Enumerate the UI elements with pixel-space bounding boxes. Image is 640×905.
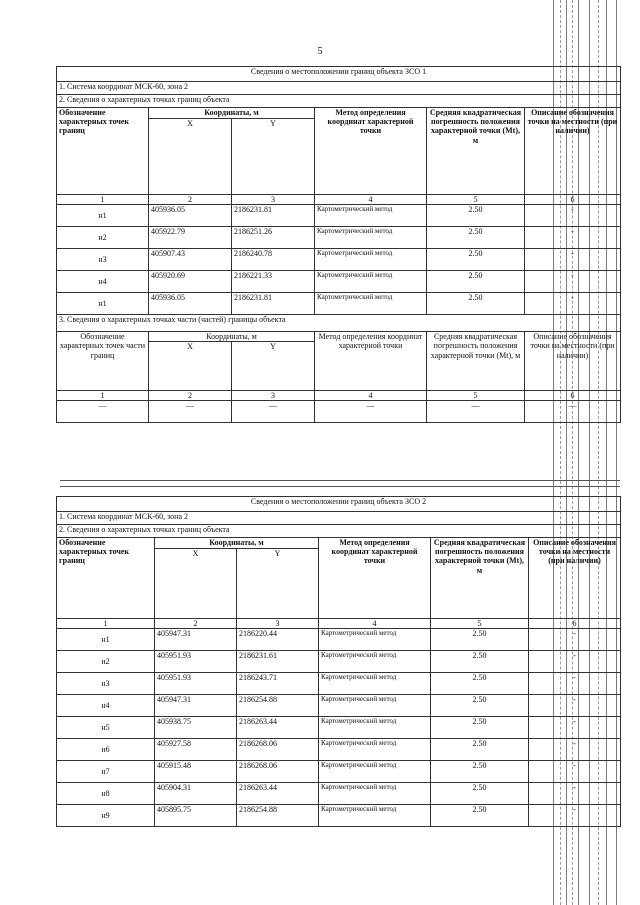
method-value: Картометрический метод: [319, 695, 431, 717]
part-desc-value: —: [525, 401, 621, 423]
y-value: 2186231.81: [232, 205, 315, 227]
x-value: 405907.43: [149, 249, 232, 271]
header-coordinates: Координаты, м: [155, 538, 319, 549]
col-number: 4: [319, 619, 431, 629]
part-x-value: —: [149, 401, 232, 423]
header-x: X: [149, 119, 232, 195]
point-name: н1: [57, 293, 149, 315]
header-accuracy: Средняя квадратическая погрешность положения характерной точки (Mt), м: [431, 538, 529, 619]
mt-value: 2.50: [431, 805, 529, 827]
mt-value: 2.50: [427, 271, 525, 293]
y-value: 2186254.88: [237, 805, 319, 827]
point-name: н7: [57, 761, 155, 783]
mt-value: 2.50: [431, 629, 529, 651]
mt-value: 2.50: [427, 227, 525, 249]
mt-value: 2.50: [427, 205, 525, 227]
table-row: [57, 205, 621, 227]
y-value: 2186243.71: [237, 673, 319, 695]
parts-header-description: Описание обозначения точки на местности (при наличии): [525, 332, 621, 391]
point-name: н5: [57, 717, 155, 739]
col-number: 1: [57, 619, 155, 629]
method-value: Картометрический метод: [315, 227, 427, 249]
y-value: 2186268.06: [237, 761, 319, 783]
table-row: [57, 629, 621, 651]
zone2-section2: 2. Сведения о характерных точках границ объекта: [57, 525, 621, 538]
point-name: н3: [57, 249, 149, 271]
desc-value: -: [529, 805, 621, 827]
mt-value: 2.50: [431, 783, 529, 805]
table-row: [57, 761, 621, 783]
header-x: X: [155, 549, 237, 619]
divider: [60, 480, 620, 481]
y-value: 2186220.44: [237, 629, 319, 651]
desc-value: -: [529, 783, 621, 805]
method-value: Картометрический метод: [319, 739, 431, 761]
zone1-section2: 2. Сведения о характерных точках границ объекта: [57, 95, 621, 108]
zone1-table: [56, 66, 621, 423]
x-value: 405895.75: [155, 805, 237, 827]
desc-value: -: [529, 761, 621, 783]
y-value: 2186231.61: [237, 651, 319, 673]
part-mt-value: —: [427, 401, 525, 423]
table-row: [57, 401, 621, 423]
desc-value: -: [525, 205, 621, 227]
x-value: 405927.58: [155, 739, 237, 761]
point-name: н2: [57, 227, 149, 249]
col-number: 3: [232, 195, 315, 205]
x-value: 405951.93: [155, 673, 237, 695]
zone1-title: Сведения о местоположении границ объекта ЗСО 1: [57, 67, 621, 82]
col-number: 2: [149, 391, 232, 401]
point-name: н2: [57, 651, 155, 673]
method-value: Картометрический метод: [315, 271, 427, 293]
col-number: 2: [155, 619, 237, 629]
point-name: н3: [57, 673, 155, 695]
x-value: 405904.31: [155, 783, 237, 805]
method-value: Картометрический метод: [315, 293, 427, 315]
x-value: 405951.93: [155, 651, 237, 673]
col-number: 1: [57, 195, 149, 205]
table-row: [57, 783, 621, 805]
parts-header-designation: Обозначение характерных точек части границ: [57, 332, 149, 391]
y-value: 2186263.44: [237, 783, 319, 805]
desc-value: -: [525, 249, 621, 271]
method-value: Картометрический метод: [315, 249, 427, 271]
zone2-table: [56, 496, 621, 827]
header-method: Метод определения координат характерной точки: [315, 108, 427, 195]
table-row: [57, 249, 621, 271]
desc-value: -: [525, 271, 621, 293]
y-value: 2186251.26: [232, 227, 315, 249]
table-row: [57, 293, 621, 315]
x-value: 405938.75: [155, 717, 237, 739]
point-name: н8: [57, 783, 155, 805]
header-coordinates: Координаты, м: [149, 108, 315, 119]
col-number: 3: [237, 619, 319, 629]
point-name: н4: [57, 271, 149, 293]
header-designation: Обозначение характерных точек границ: [57, 108, 149, 195]
table-row: [57, 271, 621, 293]
col-number: 4: [315, 391, 427, 401]
zone1-section3: 3. Сведения о характерных точках части (частей) границы объекта: [57, 315, 621, 332]
col-number: 1: [57, 391, 149, 401]
header-accuracy: Средняя квадратическая погрешность положения характерной точки (Mt), м: [427, 108, 525, 195]
part-y-value: —: [232, 401, 315, 423]
point-name: н1: [57, 205, 149, 227]
mt-value: 2.50: [431, 673, 529, 695]
table-row: [57, 695, 621, 717]
mt-value: 2.50: [431, 761, 529, 783]
parts-header-x: X: [149, 342, 232, 391]
desc-value: -: [529, 739, 621, 761]
y-value: 2186254.88: [237, 695, 319, 717]
x-value: 405936.05: [149, 293, 232, 315]
table-row: [57, 717, 621, 739]
col-number: 5: [427, 391, 525, 401]
header-y: Y: [232, 119, 315, 195]
header-description: Описание обозначения точки на местности (при наличии): [525, 108, 621, 195]
part-point-name: —: [57, 401, 149, 423]
desc-value: -: [529, 651, 621, 673]
mt-value: 2.50: [431, 739, 529, 761]
header-method: Метод определения координат характерной точки: [319, 538, 431, 619]
divider: [60, 486, 620, 487]
col-number: 2: [149, 195, 232, 205]
method-value: Картометрический метод: [319, 629, 431, 651]
desc-value: -: [529, 717, 621, 739]
method-value: Картометрический метод: [319, 783, 431, 805]
method-value: Картометрический метод: [319, 717, 431, 739]
header-description: Описание обозначения точки на местности (при наличии): [529, 538, 621, 619]
col-number: 4: [315, 195, 427, 205]
page-number: 5: [317, 46, 323, 57]
parts-header-accuracy: Средняя квадратическая погрешность положения характерной точки (Mt), м: [427, 332, 525, 391]
desc-value: -: [529, 673, 621, 695]
col-number: 6: [525, 195, 621, 205]
col-number: 5: [431, 619, 529, 629]
x-value: 405915.48: [155, 761, 237, 783]
zone1-section1: 1. Система координат МСК-60, зона 2: [57, 82, 621, 95]
col-number: 6: [525, 391, 621, 401]
parts-header-coordinates: Координаты, м: [149, 332, 315, 342]
method-value: Картометрический метод: [319, 761, 431, 783]
point-name: н9: [57, 805, 155, 827]
col-number: 3: [232, 391, 315, 401]
zone2-title: Сведения о местоположении границ объекта ЗСО 2: [57, 497, 621, 512]
col-number: 6: [529, 619, 621, 629]
parts-header-y: Y: [232, 342, 315, 391]
x-value: 405922.79: [149, 227, 232, 249]
mt-value: 2.50: [431, 651, 529, 673]
point-name: н6: [57, 739, 155, 761]
col-number: 5: [427, 195, 525, 205]
table-row: [57, 673, 621, 695]
mt-value: 2.50: [427, 293, 525, 315]
x-value: 405936.05: [149, 205, 232, 227]
method-value: Картометрический метод: [319, 651, 431, 673]
zone2-section1: 1. Система координат МСК-60, зона 2: [57, 512, 621, 525]
parts-header-method: Метод определения координат характерной точки: [315, 332, 427, 391]
table-row: [57, 227, 621, 249]
point-name: н1: [57, 629, 155, 651]
table-row: [57, 651, 621, 673]
desc-value: -: [529, 629, 621, 651]
part-method-value: —: [315, 401, 427, 423]
desc-value: -: [529, 695, 621, 717]
x-value: 405947.31: [155, 695, 237, 717]
x-value: 405947.31: [155, 629, 237, 651]
y-value: 2186231.81: [232, 293, 315, 315]
method-value: Картометрический метод: [319, 673, 431, 695]
header-designation: Обозначение характерных точек границ: [57, 538, 155, 619]
desc-value: -: [525, 293, 621, 315]
mt-value: 2.50: [431, 717, 529, 739]
method-value: Картометрический метод: [319, 805, 431, 827]
x-value: 405920.69: [149, 271, 232, 293]
table-row: [57, 739, 621, 761]
mt-value: 2.50: [427, 249, 525, 271]
method-value: Картометрический метод: [315, 205, 427, 227]
header-y: Y: [237, 549, 319, 619]
y-value: 2186268.06: [237, 739, 319, 761]
y-value: 2186221.33: [232, 271, 315, 293]
y-value: 2186240.78: [232, 249, 315, 271]
point-name: н4: [57, 695, 155, 717]
table-row: [57, 805, 621, 827]
desc-value: -: [525, 227, 621, 249]
y-value: 2186263.44: [237, 717, 319, 739]
mt-value: 2.50: [431, 695, 529, 717]
